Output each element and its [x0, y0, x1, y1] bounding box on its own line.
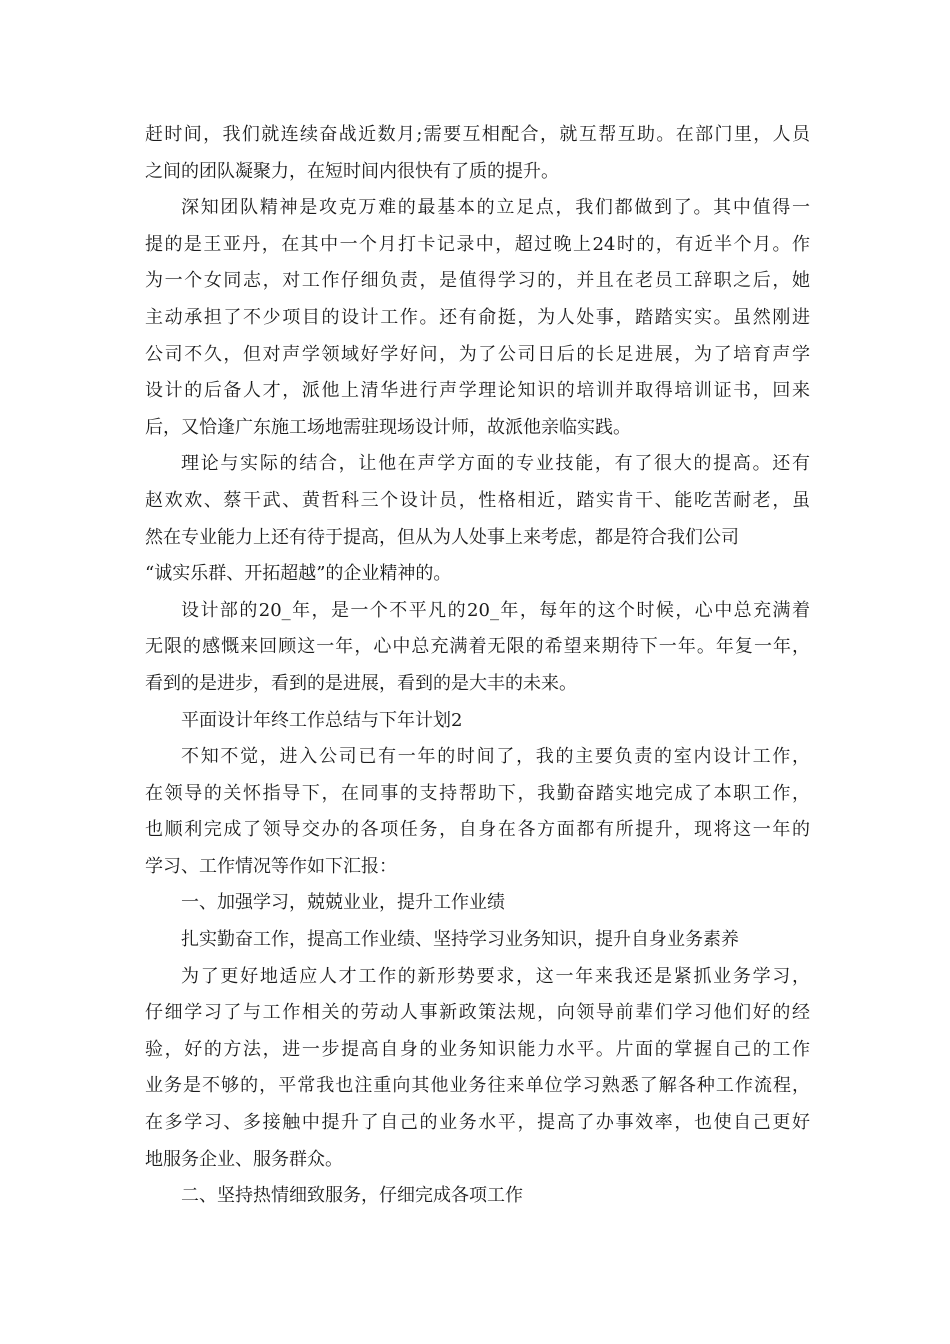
text-line: 赶时间，我们就连续奋战近数月;需要互相配合，就互帮互助。在部门里，人员: [145, 124, 810, 145]
text-line: 深知团队精神是攻克万难的最基本的立足点，我们都做到了。其中值得一: [181, 197, 810, 219]
text-line: 看到的是进步，看到的是进展，看到的是大丰的未来。: [145, 672, 577, 694]
document-body: [145, 117, 810, 1215]
text-line: 提的是王亚丹，在其中一个月打卡记录中，超过晚上24时的，有近半个月。作: [145, 233, 810, 255]
text-line: 之间的团队凝聚力，在短时间内很快有了质的提升。: [145, 160, 559, 182]
text-line: 在领导的关怀指导下，在同事的支持帮助下，我勤奋踏实地完成了本职工作，: [145, 782, 810, 804]
text-line: 赵欢欢、蔡干武、黄哲科三个设计员，性格相近，踏实肯干、能吃苦耐老，虽: [145, 489, 810, 511]
text-line: 不知不觉，进入公司已有一年的时间了，我的主要负责的室内设计工作，: [181, 746, 810, 768]
text-line: 验，好的方法，进一步提高自身的业务知识能力水平。片面的掌握自己的工作: [145, 1038, 810, 1060]
text-line: 在多学习、多接触中提升了自己的业务水平，提高了办事效率，也使自己更好: [145, 1112, 810, 1134]
text-line: 为一个女同志，对工作仔细负责，是值得学习的，并且在老员工辞职之后，她: [145, 270, 810, 292]
text-line: 理论与实际的结合，让他在声学方面的专业技能，有了很大的提高。还有: [181, 453, 810, 475]
text-line: 无限的感慨来回顾这一年，心中总充满着无限的希望来期待下一年。年复一年，: [145, 636, 810, 658]
text-line: 平面设计年终工作总结与下年计划2: [181, 709, 463, 731]
text-line: 设计的后备人才，派他上清华进行声学理论知识的培训并取得培训证书，回来: [145, 380, 810, 402]
text-line: 设计部的20_年，是一个不平凡的20_年，每年的这个时候，心中总充满着: [181, 599, 810, 621]
text-line: 学习、工作情况等作如下汇报：: [145, 855, 397, 877]
text-line: 然在专业能力上还有待于提高，但从为人处事上来考虑，都是符合我们公司: [145, 526, 739, 548]
text-line: 一、加强学习，兢兢业业，提升工作业绩: [181, 892, 505, 914]
text-line: 后，又恰逢广东施工场地需驻现场设计师，故派他亲临实践。: [145, 416, 631, 438]
text-line: 地服务企业、服务群众。: [145, 1148, 343, 1170]
text-line: 公司不久，但对声学领域好学好问，为了公司日后的长足进展，为了培育声学: [145, 343, 810, 365]
text-line: 二、坚持热情细致服务，仔细完成各项工作: [181, 1185, 523, 1207]
text-line: 业务是不够的，平常我也注重向其他业务往来单位学习熟悉了解各种工作流程，: [145, 1075, 810, 1097]
text-line: 为了更好地适应人才工作的新形势要求，这一年来我还是紧抓业务学习，: [181, 965, 810, 987]
text-line: 扎实勤奋工作，提高工作业绩、坚持学习业务知识，提升自身业务素养: [181, 929, 739, 951]
text-line: 仔细学习了与工作相关的劳动人事新政策法规，向领导前辈们学习他们好的经: [145, 1002, 810, 1024]
text-line: 也顺利完成了领导交办的各项任务，自身在各方面都有所提升，现将这一年的: [145, 819, 810, 841]
text-line: 主动承担了不少项目的设计工作。还有俞挺，为人处事，踏踏实实。虽然刚进: [145, 306, 810, 328]
text-line: “诚实乐群、开拓超越”的企业精神的。: [145, 563, 452, 585]
